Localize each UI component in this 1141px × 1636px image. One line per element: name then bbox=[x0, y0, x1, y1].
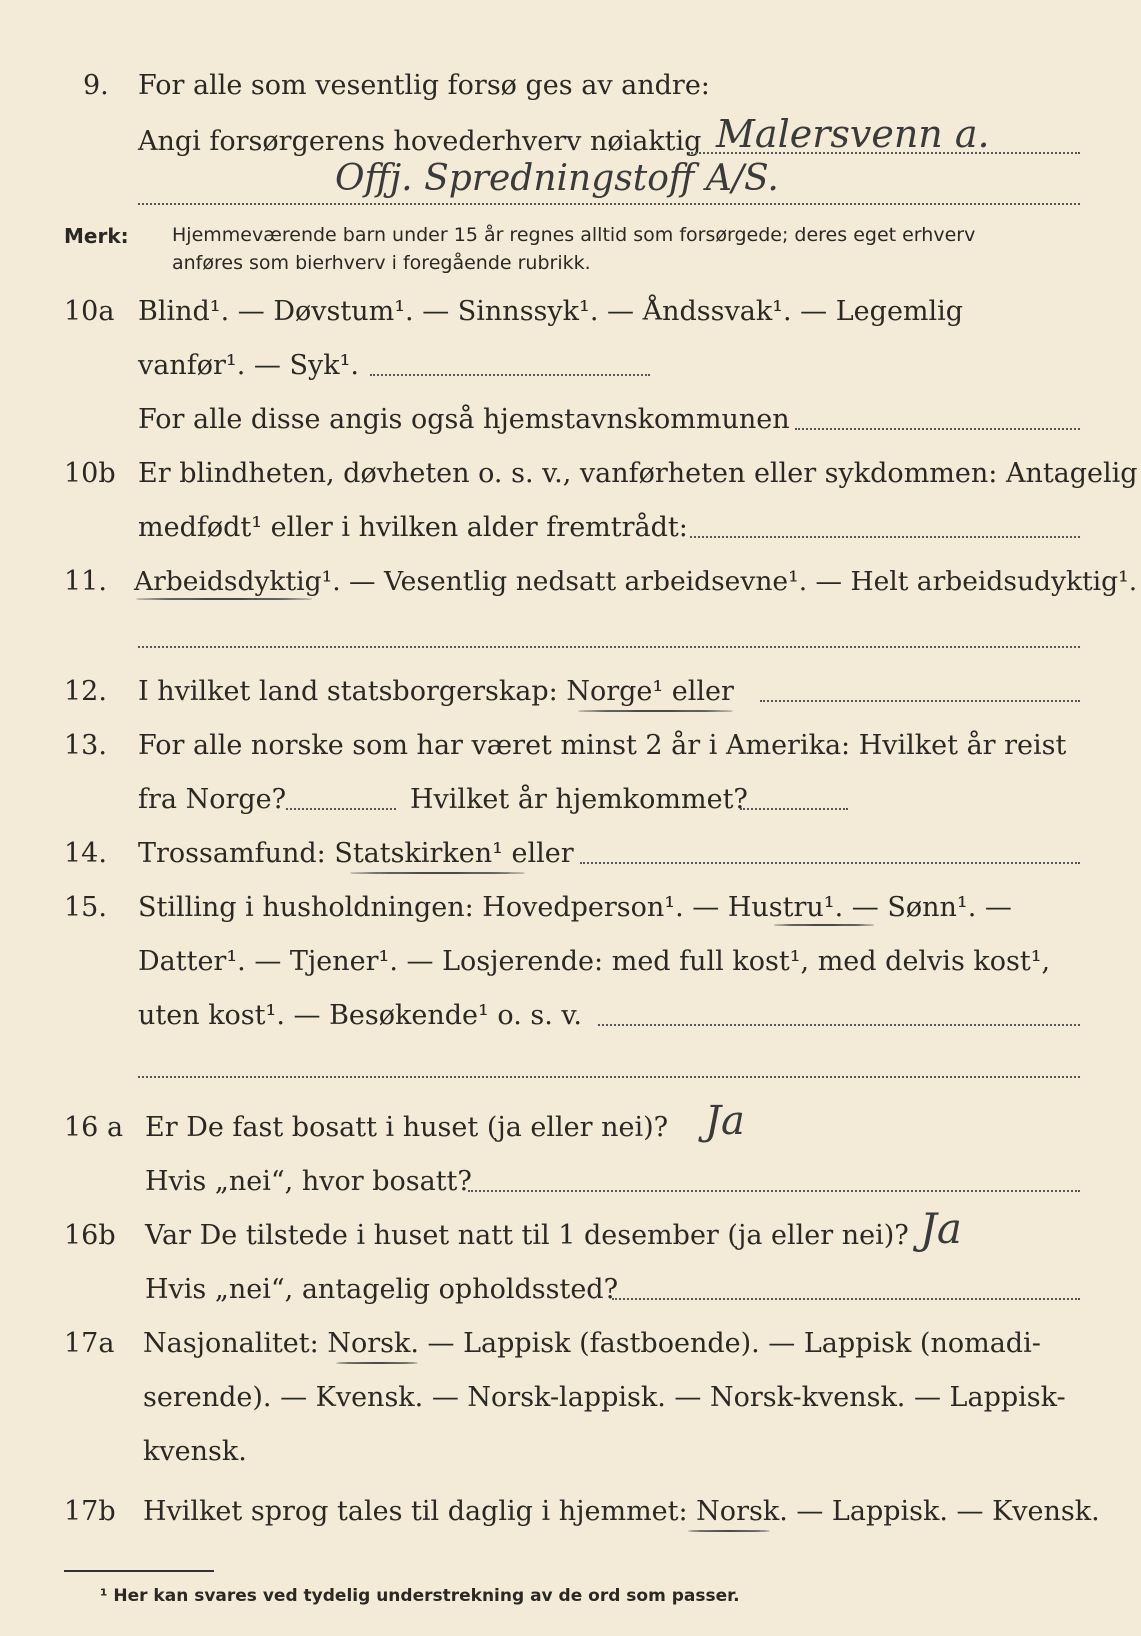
q13-line2b: Hvilket år hjemkommet? bbox=[410, 784, 748, 815]
q10b-answer-line bbox=[690, 536, 1080, 538]
q14-answer-line bbox=[580, 862, 1080, 864]
merk-label: Merk: bbox=[64, 224, 129, 248]
q17a-line3: kvensk. bbox=[143, 1436, 247, 1467]
q13-reist-line bbox=[286, 808, 396, 810]
q16b-answer-line bbox=[612, 1298, 1080, 1300]
q16a-line2: Hvis „nei“, hvor bosatt? bbox=[145, 1166, 472, 1197]
q17b-line1: Hvilket sprog tales til daglig i hjemmet: Norsk. — Lappisk. — Kvensk. bbox=[143, 1496, 1100, 1527]
merk-line1: Hjemmeværende barn under 15 år regnes alltid som forsørgede; deres eget erhverv bbox=[172, 224, 976, 246]
q9-number: 9. bbox=[83, 70, 109, 101]
q14-line1: Trossamfund: Statskirken¹ eller bbox=[138, 838, 574, 869]
q10b-number: 10b bbox=[64, 458, 116, 489]
q17a-underline-norsk bbox=[336, 1362, 418, 1364]
q17b-number: 17b bbox=[64, 1496, 116, 1527]
q14-underline-statskirken bbox=[350, 872, 525, 874]
q15-line3: uten kost¹. — Besøkende¹ o. s. v. bbox=[138, 1000, 583, 1031]
q16a-answer-line bbox=[468, 1190, 1080, 1192]
q16b-line2: Hvis „nei“, antagelig opholdssted? bbox=[145, 1274, 619, 1305]
q10b-line1: Er blindheten, døvheten o. s. v., vanførheten eller sykdommen: Antagelig bbox=[138, 458, 1138, 489]
q10a-line1: Blind¹. — Døvstum¹. — Sinnssyk¹. — Åndssvak¹. — Legemlig bbox=[138, 296, 964, 327]
q10b-line2: medfødt¹ eller i hvilken alder fremtrådt: bbox=[138, 512, 688, 543]
q17b-underline-norsk bbox=[688, 1530, 770, 1532]
q9-line1: For alle som vesentlig forsø ges av andre: bbox=[138, 70, 710, 101]
q15-number: 15. bbox=[64, 892, 107, 923]
q13-number: 13. bbox=[64, 730, 107, 761]
q9-line2: Angi forsørgerens hovederhverv nøiaktig bbox=[138, 126, 702, 157]
q12-underline-norge bbox=[578, 710, 733, 712]
q10a-line3: For alle disse angis også hjemstavnskommunen bbox=[138, 404, 790, 435]
q16b-number: 16b bbox=[64, 1220, 116, 1251]
q10a-number: 10a bbox=[64, 296, 115, 327]
q16a-handwritten-answer: Ja bbox=[705, 1098, 745, 1144]
q12-line1: I hvilket land statsborgerskap: Norge¹ eller bbox=[138, 676, 734, 707]
footnote: ¹ Her kan svares ved tydelig understrekning av de ord som passer. bbox=[100, 1586, 740, 1606]
q10a-hjemstavn-line bbox=[795, 428, 1080, 430]
q13-hjemkommet-line bbox=[740, 808, 848, 810]
q15-answer-line bbox=[598, 1024, 1080, 1026]
q16a-line1: Er De fast bosatt i huset (ja eller nei)? bbox=[145, 1112, 669, 1143]
q15-underline-hustru bbox=[774, 924, 874, 926]
q15-line1: Stilling i husholdningen: Hovedperson¹. — Hustru¹. — Sønn¹. — bbox=[138, 892, 1012, 923]
q16b-line1: Var De tilstede i huset natt til 1 desember (ja eller nei)? bbox=[145, 1220, 909, 1251]
footnote-rule bbox=[64, 1570, 214, 1572]
q15-line2: Datter¹. — Tjener¹. — Losjerende: med full kost¹, med delvis kost¹, bbox=[138, 946, 1051, 977]
q13-line2a: fra Norge? bbox=[138, 784, 287, 815]
q16b-handwritten-answer: Ja bbox=[920, 1204, 962, 1253]
q10a-answer-line bbox=[370, 374, 650, 376]
q15-answer-line-2 bbox=[138, 1076, 1080, 1078]
q17a-line2: serende). — Kvensk. — Norsk-lappisk. — Norsk-kvensk. — Lappisk- bbox=[143, 1382, 1066, 1413]
q11-underline-arbeidsdyktig bbox=[136, 598, 312, 600]
q9-handwritten-occupation: Malersvenn a. bbox=[716, 112, 990, 156]
q16a-number: 16 a bbox=[64, 1112, 124, 1143]
q11-number: 11. bbox=[64, 566, 107, 597]
q12-answer-line bbox=[760, 700, 1080, 702]
q9-handwritten-employer: Offj. Spredningstoff A/S. bbox=[335, 158, 779, 199]
q10a-line2: vanfør¹. — Syk¹. bbox=[138, 350, 359, 381]
q11-answer-line bbox=[138, 646, 1080, 648]
q17a-line1: Nasjonalitet: Norsk. — Lappisk (fastboende). — Lappisk (nomadi- bbox=[143, 1328, 1041, 1359]
q14-number: 14. bbox=[64, 838, 107, 869]
q17a-number: 17a bbox=[64, 1328, 115, 1359]
q13-line1: For alle norske som har været minst 2 år i Amerika: Hvilket år reist bbox=[138, 730, 1067, 761]
q12-number: 12. bbox=[64, 676, 107, 707]
q11-line1: Arbeidsdyktig¹. — Vesentlig nedsatt arbeidsevne¹. — Helt arbeidsudyktig¹. bbox=[134, 566, 1138, 597]
q9-answer-line-2 bbox=[138, 203, 1080, 205]
merk-line2: anføres som bierhverv i foregående rubrikk. bbox=[172, 252, 591, 274]
